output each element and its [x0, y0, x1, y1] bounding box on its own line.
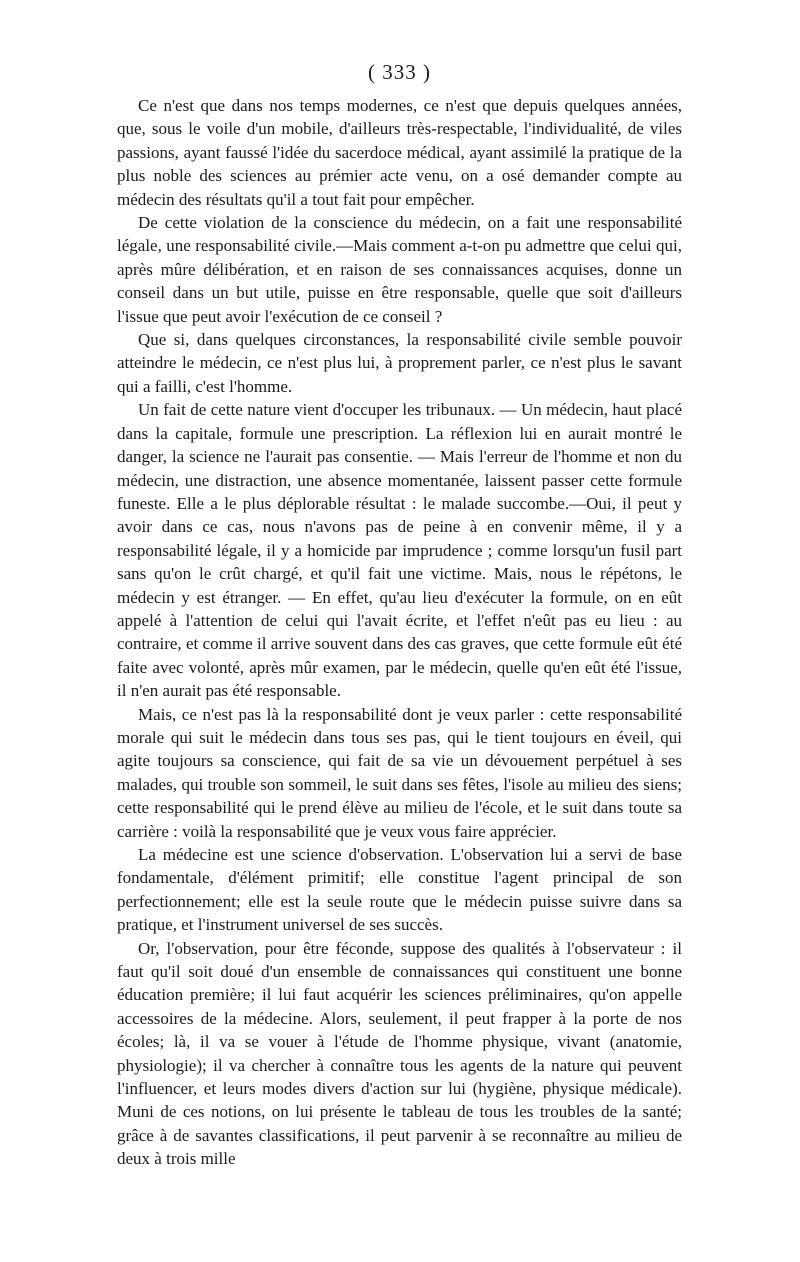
paragraph-6: La médecine est une science d'observation. L'observation lui a servi de base fondamentale, d'élément primitif; elle constitue l'agent principal de son perfectionnement; elle est la seule route que le médecin puisse suivre dans sa pratique, et l'instrument universel de ses succès. [117, 845, 682, 935]
paragraph-2: De cette violation de la conscience du médecin, on a fait une responsabilité légale, une responsabilité civile.—Mais comment a-t-on pu admettre que celui qui, après mûre délibération, et en raison de ses connaissances acquises, donne un conseil dans un but utile, puisse en être responsable, quelle que soit d'ailleurs l'issue que peut avoir l'exécution de ce conseil ? [117, 213, 682, 326]
page-number: ( 333 ) [368, 60, 431, 84]
paragraph-5: Mais, ce n'est pas là la responsabilité dont je veux parler : cette responsabilité morale qui suit le médecin dans tous ses pas, qui le tient toujours en éveil, qui agite toujours sa conscience, qui fait de sa vie un dévouement perpétuel à ses malades, qui trouble son sommeil, le suit dans ses fêtes, l'isole au milieu des siens; cette responsabilité qui le prend élève au milieu de l'école, et le suit dans toute sa carrière : voilà la responsabilité que je veux vous faire apprécier. [117, 704, 682, 841]
paragraph-7: Or, l'observation, pour être féconde, suppose des qualités à l'observateur : il faut qu'il soit doué d'un ensemble de connaissances qui constituent une bonne éducation première; il lui faut acquérir les sciences préliminaires, qu'on appelle accessoires de la médecine. Alors, seulement, il peut frapper à la porte de nos écoles; là, il va se vouer à l'étude de l'homme physique, vivant (anatomie, physiologie); il va chercher à connaître tous les agents de la nature qui peuvent l'influencer, et leurs modes divers d'action sur lui (hygiène, physique médicale). Muni de ces notions, on lui présente le tableau de tous les troubles de la santé; grâce à de savantes classifications, il peut parvenir à se reconnaître au milieu de deux à trois mille [117, 938, 682, 1169]
paragraph-3: Que si, dans quelques circonstances, la responsabilité civile semble pouvoir atteindre le médecin, ce n'est plus lui, à proprement parler, ce n'est plus le savant qui a failli, c'est l'homme. [117, 330, 682, 396]
paragraph-1: Ce n'est que dans nos temps modernes, ce n'est que depuis quelques années, que, sous le voile d'un mobile, d'ailleurs très-respectable, l'individualité, de viles passions, ayant faussé l'idée du sacerdoce médical, ayant assimilé la pratique de la plus noble des sciences au prémier acte venu, on a osé demander compte au médecin des résultats qu'il a tout fait pour empêcher. [117, 96, 682, 209]
paragraph-4: Un fait de cette nature vient d'occuper les tribunaux. — Un médecin, haut placé dans la capitale, formule une prescription. La réflexion lui en aurait montré le danger, la science ne l'aurait pas consentie. — Mais l'erreur de l'homme et non du médecin, une distraction, une absence momentanée, laissent passer cette formule funeste. Elle a le plus déplorable résultat : le malade succombe.—Oui, il peut y avoir dans ce cas, nous n'avons pas de peine à en convenir même, il y a responsabilité légale, il y a homicide par imprudence ; comme lorsqu'un fusil part sans qu'on le crût chargé, et qu'il fait une victime. Mais, nous le répétons, le médecin y est étranger. — En effet, qu'au lieu d'exécuter la formule, on en eût appelé à l'attention de celui qui l'avait écrite, et l'effet n'eût pas eu lieu : au contraire, et comme il arrive souvent dans des cas graves, que cette formule eût été faite avec volonté, après mûr examen, par le médecin, quelle qu'en eût été l'issue, il n'en aurait pas été responsable. [117, 400, 682, 701]
